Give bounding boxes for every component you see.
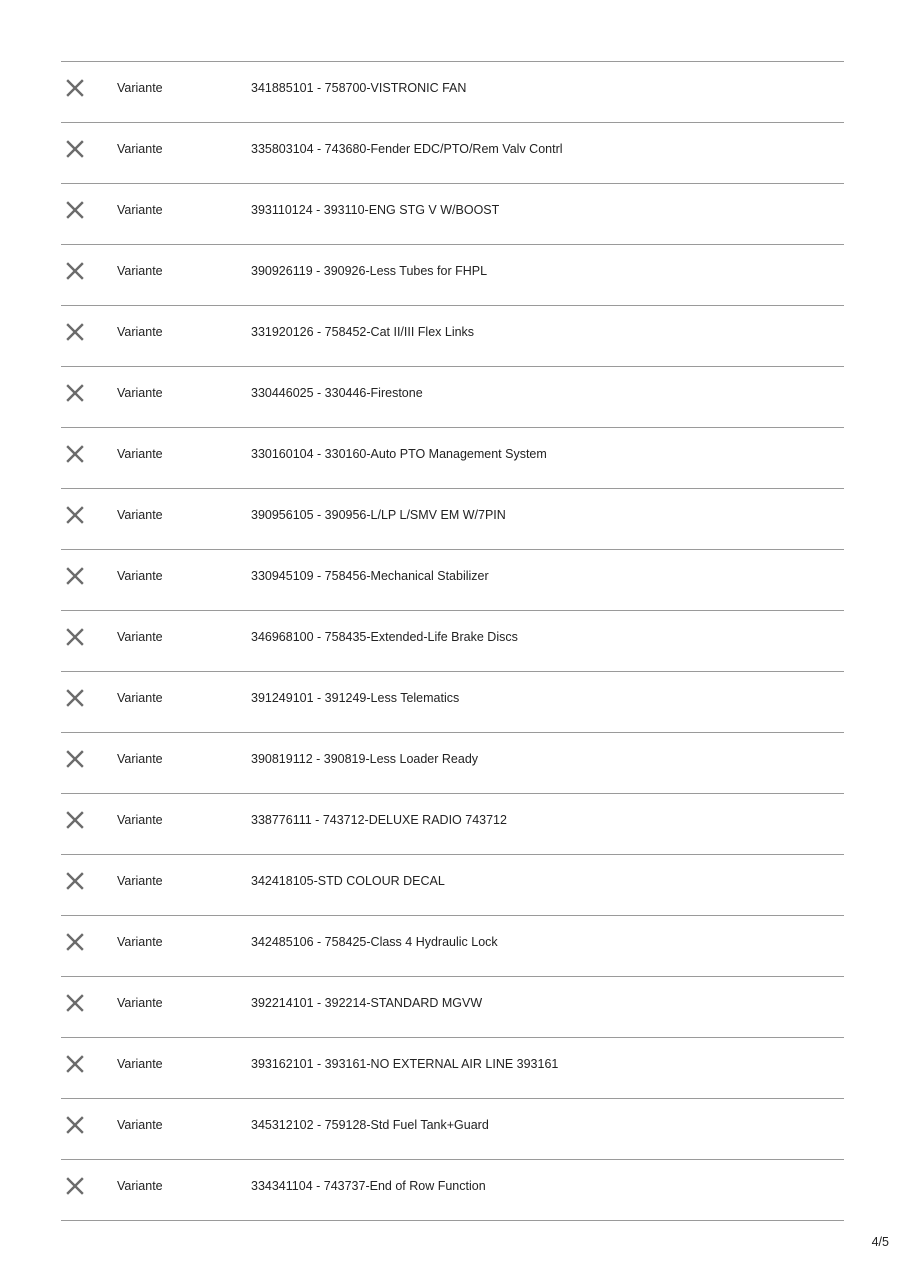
- close-x-icon: [66, 567, 84, 585]
- variant-description: 330160104 - 330160-Auto PTO Management System: [251, 447, 547, 461]
- close-x-icon: [66, 628, 84, 646]
- variant-description: 393110124 - 393110-ENG STG V W/BOOST: [251, 203, 500, 217]
- variant-description: 345312102 - 759128-Std Fuel Tank+Guard: [251, 1118, 489, 1132]
- variant-type-label: Variante: [117, 996, 163, 1010]
- variant-type-label: Variante: [117, 874, 163, 888]
- variant-description: 331920126 - 758452-Cat II/III Flex Links: [251, 325, 475, 339]
- variant-type-label: Variante: [117, 508, 163, 522]
- variant-type-label: Variante: [117, 447, 163, 461]
- close-x-icon: [66, 1177, 84, 1195]
- close-x-icon: [66, 1116, 84, 1134]
- close-x-icon: [66, 1055, 84, 1073]
- close-x-icon: [66, 384, 84, 402]
- variant-description: 391249101 - 391249-Less Telematics: [251, 691, 460, 705]
- rows-container: [61, 62, 844, 1221]
- close-x-icon: [66, 689, 84, 707]
- list-item: [61, 62, 844, 123]
- variant-type-label: Variante: [117, 569, 163, 583]
- list-item: [61, 977, 844, 1038]
- variant-type-label: Variante: [117, 630, 163, 644]
- list-item: [61, 184, 844, 245]
- variant-description: 342418105-STD COLOUR DECAL: [251, 874, 445, 888]
- variant-type-label: Variante: [117, 264, 163, 278]
- variant-description: 335803104 - 743680-Fender EDC/PTO/Rem Valv Contrl: [251, 142, 563, 156]
- close-x-icon: [66, 933, 84, 951]
- variant-description: 392214101 - 392214-STANDARD MGVW: [251, 996, 483, 1010]
- close-x-icon: [66, 323, 84, 341]
- list-item: [61, 916, 844, 977]
- list-item: [61, 733, 844, 794]
- list-item: [61, 367, 844, 428]
- variant-type-label: Variante: [117, 203, 163, 217]
- variant-type-label: Variante: [117, 935, 163, 949]
- variant-type-label: Variante: [117, 142, 163, 156]
- list-item: [61, 855, 844, 916]
- close-x-icon: [66, 201, 84, 219]
- variant-type-label: Variante: [117, 386, 163, 400]
- close-x-icon: [66, 262, 84, 280]
- page-number: 4/5: [871, 1235, 889, 1249]
- variant-description: 341885101 - 758700-VISTRONIC FAN: [251, 81, 467, 95]
- variant-description: 346968100 - 758435-Extended-Life Brake Discs: [251, 630, 518, 644]
- list-item: [61, 489, 844, 550]
- close-x-icon: [66, 506, 84, 524]
- list-item: [61, 794, 844, 855]
- list-item: [61, 672, 844, 733]
- variant-type-label: Variante: [117, 691, 163, 705]
- variant-type-label: Variante: [117, 325, 163, 339]
- close-x-icon: [66, 79, 84, 97]
- list-item: [61, 123, 844, 184]
- list-item: [61, 245, 844, 306]
- variant-description: 334341104 - 743737-End of Row Function: [251, 1179, 486, 1193]
- variant-description: 390926119 - 390926-Less Tubes for FHPL: [251, 264, 488, 278]
- list-item: [61, 1160, 844, 1221]
- close-x-icon: [66, 872, 84, 890]
- list-item: [61, 550, 844, 611]
- close-x-icon: [66, 140, 84, 158]
- variant-description: 330945109 - 758456-Mechanical Stabilizer: [251, 569, 489, 583]
- list-item: [61, 1099, 844, 1160]
- variant-description: 393162101 - 393161-NO EXTERNAL AIR LINE 393161: [251, 1057, 559, 1071]
- variant-description: 390819112 - 390819-Less Loader Ready: [251, 752, 479, 766]
- variant-description: 342485106 - 758425-Class 4 Hydraulic Lock: [251, 935, 498, 949]
- variant-description: 338776111 - 743712-DELUXE RADIO 743712: [251, 813, 507, 827]
- variant-type-label: Variante: [117, 1057, 163, 1071]
- variant-type-label: Variante: [117, 81, 163, 95]
- variant-description: 330446025 - 330446-Firestone: [251, 386, 423, 400]
- close-x-icon: [66, 445, 84, 463]
- close-x-icon: [66, 750, 84, 768]
- close-x-icon: [66, 811, 84, 829]
- list-item: [61, 306, 844, 367]
- close-x-icon: [66, 994, 84, 1012]
- list-item: [61, 611, 844, 672]
- variant-type-label: Variante: [117, 752, 163, 766]
- variant-description: 390956105 - 390956-L/LP L/SMV EM W/7PIN: [251, 508, 506, 522]
- variant-type-label: Variante: [117, 1118, 163, 1132]
- list-item: [61, 1038, 844, 1099]
- variant-list: [61, 61, 844, 1221]
- variant-type-label: Variante: [117, 1179, 163, 1193]
- variant-type-label: Variante: [117, 813, 163, 827]
- list-item: [61, 428, 844, 489]
